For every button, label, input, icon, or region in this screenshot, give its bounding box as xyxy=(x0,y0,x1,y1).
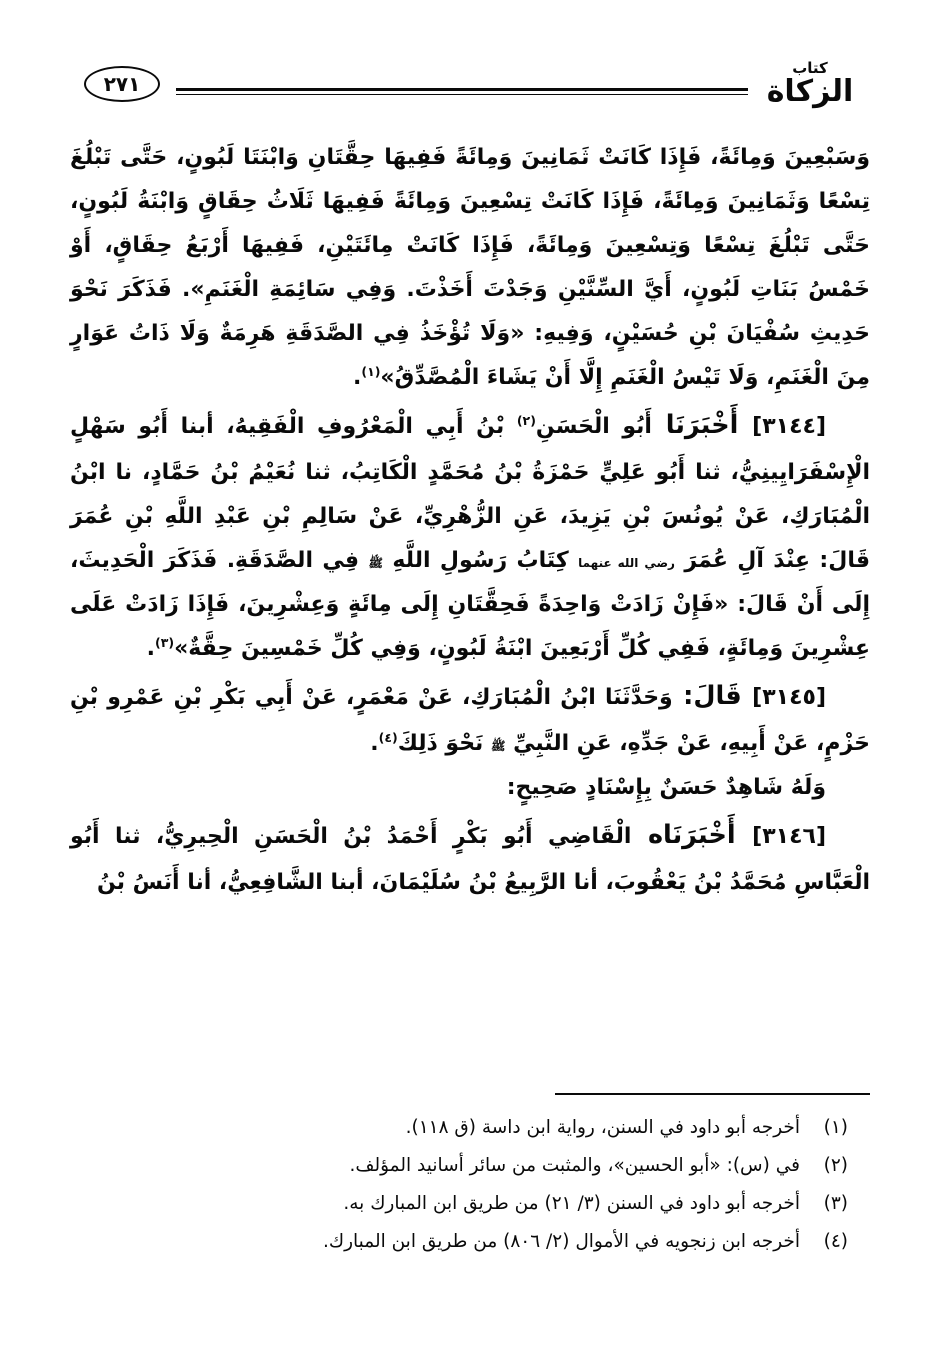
paragraph-text: . xyxy=(352,365,362,390)
footnote-item xyxy=(70,1147,870,1185)
honorific-symbol: ﷺ xyxy=(490,739,506,753)
footnote-item xyxy=(70,1223,870,1261)
page-number-badge xyxy=(84,66,160,102)
paragraph-text: أَبُو الْحَسَنِ xyxy=(535,414,652,439)
paragraph xyxy=(70,671,870,766)
paragraph xyxy=(70,136,870,400)
paragraph-text: وَلَهُ شَاهِدٌ حَسَنٌ بِإِسْنَادٍ صَحِيحٍ: xyxy=(506,775,826,800)
book-title-word-zakat: الزكاة xyxy=(766,74,854,109)
header-rule xyxy=(176,88,748,95)
lead-word: قَالَ: xyxy=(672,681,753,711)
footnote-text: أخرجه أبو داود في السنن (٣/ ٢١) من طريق ابن المبارك به. xyxy=(343,1192,800,1214)
book-title-word-kitab: كتاب xyxy=(792,59,828,77)
footnote-number: (٤) xyxy=(823,1230,848,1252)
honorific-symbol: ﷺ xyxy=(368,556,383,570)
footnote-text: أخرجه ابن زنجويه في الأموال (٢/ ٨٠٦) من طريق ابن المبارك. xyxy=(322,1230,800,1252)
footnote-marker: (٣) xyxy=(154,635,175,650)
footnote-marker: (١) xyxy=(361,364,381,379)
page-header xyxy=(84,58,856,110)
footnotes-section xyxy=(70,1093,870,1261)
paragraph-text: وَحَدَّثَنَا ابْنُ الْمُبَارَكِ، عَنْ مَعْمَرٍ، عَنْ أَبِي بَكْرِ بْنِ عَمْرِو بْنِ حَزْمٍ، عَنْ أَبِيهِ، عَنْ جَدِّهِ، عَنِ النَّبِيِّ xyxy=(70,685,870,756)
footnote-number: (٢) xyxy=(823,1154,848,1176)
honorific-symbol: رضي الله عنهما xyxy=(578,556,675,570)
footnote-separator xyxy=(555,1093,870,1095)
lead-word: أَخْبَرَنَا xyxy=(651,410,753,440)
paragraph-text: وَسَبْعِينَ وَمِائَةً، فَإِذَا كَانَتْ ثَمَانِينَ وَمِائَةً فَفِيهَا حِقَّتَانِ وَابْنَتَا لَبُونٍ، حَتَّى تَبْلُغَ تِسْعًا وَثَمَانِينَ وَمِائَةً، فَإِذَا كَانَتْ تِسْعِينَ وَمِائَةً فَفِيهَا ثَلَاثُ حِقَاقٍ وَابْنَةُ لَبُونٍ، حَتَّى تَبْلُغَ تِسْعًا وَتِسْعِينَ وَمِائَةً، فَإِذَا كَانَتْ مِائَتَيْنِ، فَفِيهَا أَرْبَعُ حِقَاقٍ، أَوْ خَمْسُ بَنَاتِ لَبُونٍ، أَيَّ السِّنَّيْنِ وَجَدْتَ أَخَذْتَ. وَفِي سَائِمَةِ الْغَنَمِ». فَذَكَرَ نَحْوَ حَدِيثِ سُفْيَانَ بْنِ حُسَيْنٍ، وَفِيهِ: «وَلَا تُؤْخَذُ فِي الصَّدَقَةِ هَرِمَةٌ وَلَا ذَاتُ عَوَارٍ مِنَ الْغَنَمِ، وَلَا تَيْسُ الْغَنَمِ إِلَّا أَنْ يَشَاءَ الْمُصَّدِّقُ» xyxy=(70,145,870,390)
page-number: ٢٧١ xyxy=(103,72,141,96)
paragraph-text: نَحْوَ ذَلِكَ xyxy=(397,731,491,756)
paragraph xyxy=(70,400,870,671)
paragraph-text: . xyxy=(370,731,379,756)
hadith-number: [٣١٤٤] xyxy=(752,414,826,439)
footnote-text: أخرجه أبو داود في السنن، رواية ابن داسة (ق ١١٨). xyxy=(405,1117,800,1138)
paragraph-text: . xyxy=(146,636,155,661)
hadith-number: [٣١٤٦] xyxy=(752,824,826,849)
paragraph-text: كِتَابُ رَسُولِ اللَّهِ xyxy=(382,548,579,573)
lead-word: أَخْبَرَنَاه xyxy=(631,820,753,850)
paragraph-text: فِي الصَّدَقَةِ. فَذَكَرَ الْحَدِيثَ، إِلَى أَنْ قَالَ: «فَإِنْ زَادَتْ وَاحِدَةً فَحِقَّتَانِ إِلَى مِائَةٍ وَعِشْرِينَ، فَإِذَا زَادَتْ عَلَى عِشْرِينَ وَمِائَةٍ، فَفِي كُلِّ أَرْبَعِينَ ابْنَةُ لَبُونٍ، وَفِي كُلِّ خَمْسِينَ حِقَّةٌ» xyxy=(70,548,870,661)
body-text xyxy=(70,136,870,905)
footnote-number: (٣) xyxy=(823,1192,848,1214)
footnotes-list xyxy=(70,1109,870,1261)
paragraph-text: بْنُ أَبِي الْمَعْرُوفِ الْفَقِيهُ، أبنا أَبُو سَهْلٍ الْإِسْفَرَايِينِيُّ، ثنا أَبُو عَلِيٍّ حَمْزَةُ بْنُ مُحَمَّدٍ الْكَاتِبُ، ثنا نُعَيْمُ بْنُ حَمَّادٍ، نا ابْنُ الْمُبَارَكِ، عَنْ يُونُسَ بْنِ يَزِيدَ، عَنِ الزُّهْرِيِّ، عَنْ سَالِمِ بْنِ عَبْدِ اللَّهِ بْنِ عُمَرَ قَالَ: عِنْدَ آلِ عُمَرَ xyxy=(70,414,870,573)
footnote-marker: (٢) xyxy=(516,413,536,428)
paragraph xyxy=(70,766,870,810)
footnote-number: (١) xyxy=(823,1117,848,1138)
paragraph xyxy=(70,810,870,905)
book-title-emblem xyxy=(764,61,856,107)
hadith-number: [٣١٤٥] xyxy=(752,685,826,710)
footnote-item xyxy=(70,1109,870,1147)
footnote-text: في (س): «أبو الحسين»، والمثبت من سائر أسانيد المؤلف. xyxy=(349,1154,800,1176)
footnote-item xyxy=(70,1185,870,1223)
paragraph-text: الْقَاضِي أَبُو بَكْرٍ أَحْمَدُ بْنُ الْحَسَنِ الْحِيرِيُّ، ثنا أَبُو الْعَبَّاسِ مُحَمَّدُ بْنُ يَعْقُوبَ، أنا الرَّبِيعُ بْنُ سُلَيْمَانَ، أبنا الشَّافِعِيُّ، أنا أَنَسُ بْنُ xyxy=(70,824,870,895)
footnote-marker: (٤) xyxy=(378,730,398,745)
